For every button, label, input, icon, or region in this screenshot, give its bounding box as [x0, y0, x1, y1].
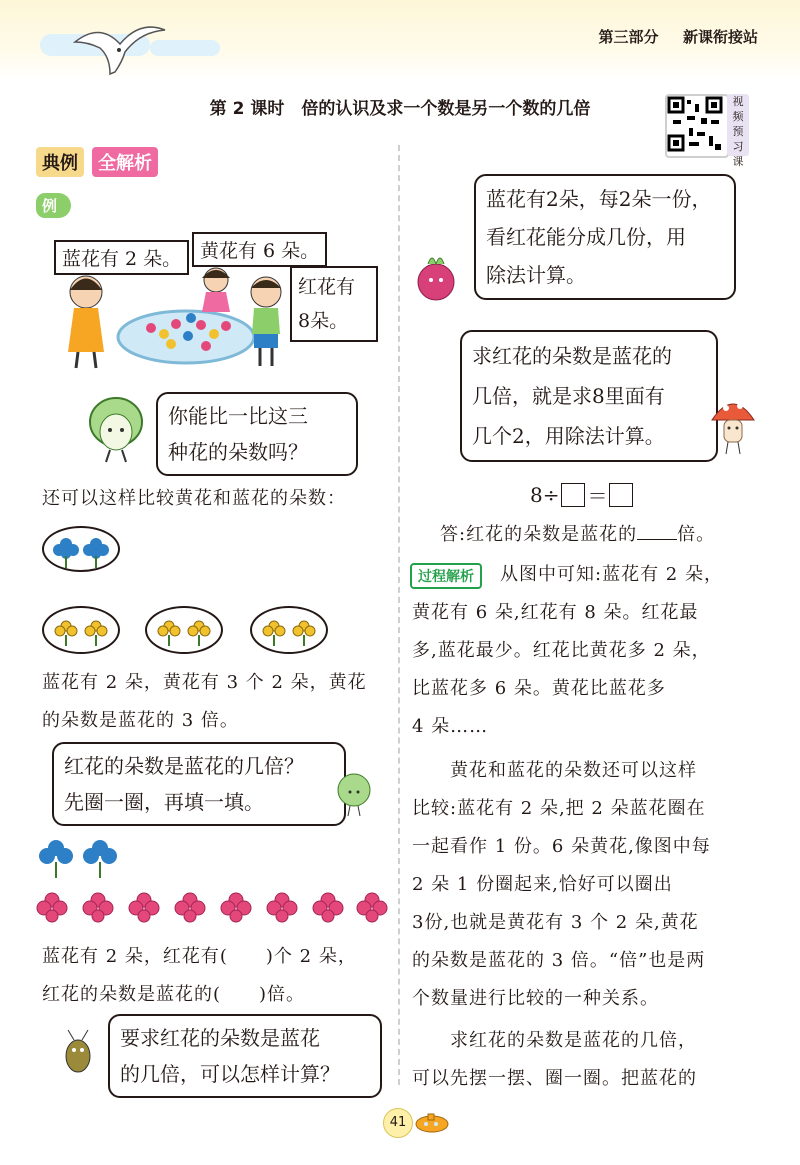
red-flower-icon [267, 893, 297, 922]
yellow-flower-icon [44, 608, 118, 652]
red-flower-icon [221, 893, 251, 922]
seagull-icon [70, 12, 170, 82]
fill-line: 红花的朵数是蓝花的( )倍。 [42, 984, 306, 1005]
girl-left-icon [68, 276, 104, 368]
qr-label-char: 课 [732, 155, 744, 168]
radish-character-icon [410, 252, 462, 304]
blue-flower-icon [44, 528, 118, 570]
paragraph-line: 的朵数是蓝花的 3 倍。“倍”也是两 [412, 950, 706, 971]
analysis-text [412, 556, 792, 746]
paragraph-line: 2 朵 1 份圈起来,恰好可以圈出 [412, 874, 673, 895]
red-flower-icon [129, 893, 159, 922]
red-flowers-row [34, 888, 390, 928]
girl-middle-icon [202, 268, 230, 312]
calc-line: 要求红花的朵数是蓝花 [120, 1026, 320, 1050]
analysis-line: 黄花有 6 朵,红花有 8 朵。红花最 [412, 602, 699, 623]
page-number: 41 [383, 1108, 413, 1138]
analysis-line: 4 朵…… [412, 716, 489, 737]
yellow-flower-group [42, 606, 120, 654]
answer-blank[interactable] [637, 539, 677, 540]
fill-text [42, 938, 357, 1014]
hint-line: 蓝花有2朵，每2朵一份， [486, 187, 712, 211]
fill-line: 蓝花有 2 朵，红花有( )个 2 朵， [42, 946, 357, 967]
qr-label-char: 预 [732, 125, 744, 138]
cabbage-small-icon [334, 770, 374, 818]
answer-suffix: 倍。 [677, 524, 716, 545]
answer-line [440, 516, 715, 554]
analysis-line: 从图中可知:蓝花有 2 朵， [500, 564, 723, 585]
section-badge-typical: 典例 [36, 147, 84, 177]
compare-intro: 还可以这样比较黄花和蓝花的朵数： [42, 488, 346, 509]
result-line: 蓝花有 2 朵，黄花有 3 个 2 朵，黄花 [42, 672, 367, 693]
red-count-bubble [290, 266, 378, 342]
qr-code[interactable] [665, 94, 729, 158]
calc-line: 的几倍，可以怎样计算？ [120, 1062, 340, 1086]
explain-line: 几倍，就是求8里面有 [472, 384, 665, 408]
equation-blank-box[interactable] [561, 483, 585, 507]
red-flower-icon [313, 893, 343, 922]
yellow-flower-icon [147, 608, 221, 652]
red-count-line: 8朵。 [298, 310, 349, 332]
red-flower-icon [175, 893, 205, 922]
analysis-line: 比蓝花多 6 朵。黄花比蓝花多 [412, 678, 666, 699]
blue-flower-icon [83, 840, 117, 878]
example-badge: 例 [36, 193, 71, 218]
paragraph-line: 求红花的朵数是蓝花的几倍， [412, 1030, 697, 1051]
calc-bubble [108, 1014, 382, 1098]
children-flowerbed-illustration [56, 262, 296, 372]
hint-line: 看红花能分成几份，用 [486, 225, 686, 249]
process-analysis-badge: 过程解析 [410, 563, 482, 589]
paragraph-line: 比较:蓝花有 2 朵,把 2 朵蓝花圈在 [412, 798, 706, 819]
equation [530, 480, 633, 509]
yellow-flower-group [145, 606, 223, 654]
qr-label-char: 习 [732, 140, 744, 153]
qr-code-icon [667, 96, 723, 152]
boy-right-icon [251, 277, 281, 366]
column-label: 新课衔接站 [682, 28, 758, 46]
qr-label-char: 频 [732, 110, 744, 123]
ask-bubble [52, 742, 346, 826]
ask-line: 红花的朵数是蓝花的几倍？ [64, 754, 304, 778]
question-line: 你能比一比这三 [168, 404, 308, 428]
bug-character-icon [58, 1028, 98, 1078]
question-line: 种花的朵数吗？ [168, 440, 308, 464]
equation-dividend: 8÷ [530, 482, 560, 507]
red-flower-icon [357, 893, 387, 922]
result-text [42, 664, 367, 740]
qr-label [727, 94, 749, 168]
qr-label-char: 视 [732, 95, 744, 108]
column-divider [398, 145, 400, 1085]
lesson-title: 第 2 课时 倍的认识及求一个数是另一个数的几倍 [209, 99, 591, 119]
yellow-count-bubble: 黄花有 6 朵。 [192, 232, 327, 267]
explain-bubble [460, 330, 718, 462]
blue-count-bubble: 蓝花有 2 朵。 [54, 240, 189, 275]
hint-bubble [474, 174, 736, 300]
yellow-flower-group [250, 606, 328, 654]
blue-flowers-row [36, 836, 126, 880]
submarine-icon [414, 1112, 450, 1134]
section-label: 第三部分 [598, 28, 659, 46]
method-paragraph [412, 1022, 792, 1098]
explain-line: 几个2，用除法计算。 [472, 424, 665, 448]
hint-line: 除法计算。 [486, 263, 586, 287]
analysis-line: 多,蓝花最少。红花比黄花多 2 朵， [412, 640, 711, 661]
blue-flower-icon [39, 840, 73, 878]
yellow-flower-icon [252, 608, 326, 652]
equation-equals: ＝ [587, 484, 608, 508]
paragraph-line: 一起看作 1 份。6 朵黄花,像图中每 [412, 836, 711, 857]
question-bubble [156, 392, 358, 476]
equation-answer-box[interactable] [609, 483, 633, 507]
cabbage-character-icon [84, 392, 148, 464]
paragraph-line: 可以先摆一摆、圈一圈。把蓝花的 [412, 1068, 697, 1089]
result-line: 的朵数是蓝花的 3 倍。 [42, 710, 239, 731]
answer-prefix: 答:红花的朵数是蓝花的 [440, 524, 638, 545]
paragraph-line: 3份,也就是黄花有 3 个 2 朵,黄花 [412, 912, 699, 933]
explain-line: 求红花的朵数是蓝花的 [472, 344, 672, 368]
red-count-line: 红花有 [298, 276, 356, 298]
paragraph-line: 黄花和蓝花的朵数还可以这样 [412, 760, 697, 781]
page-header [599, 26, 759, 47]
red-flower-icon [37, 893, 67, 922]
section-badge-analysis: 全解析 [92, 147, 158, 177]
mushroom-character-icon [708, 394, 758, 456]
explanation-paragraph [412, 752, 792, 1018]
blue-flower-group [42, 526, 120, 572]
ask-line: 先圈一圈，再填一填。 [64, 790, 264, 814]
paragraph-line: 个数量进行比较的一种关系。 [412, 988, 659, 1009]
red-flower-icon [83, 893, 113, 922]
